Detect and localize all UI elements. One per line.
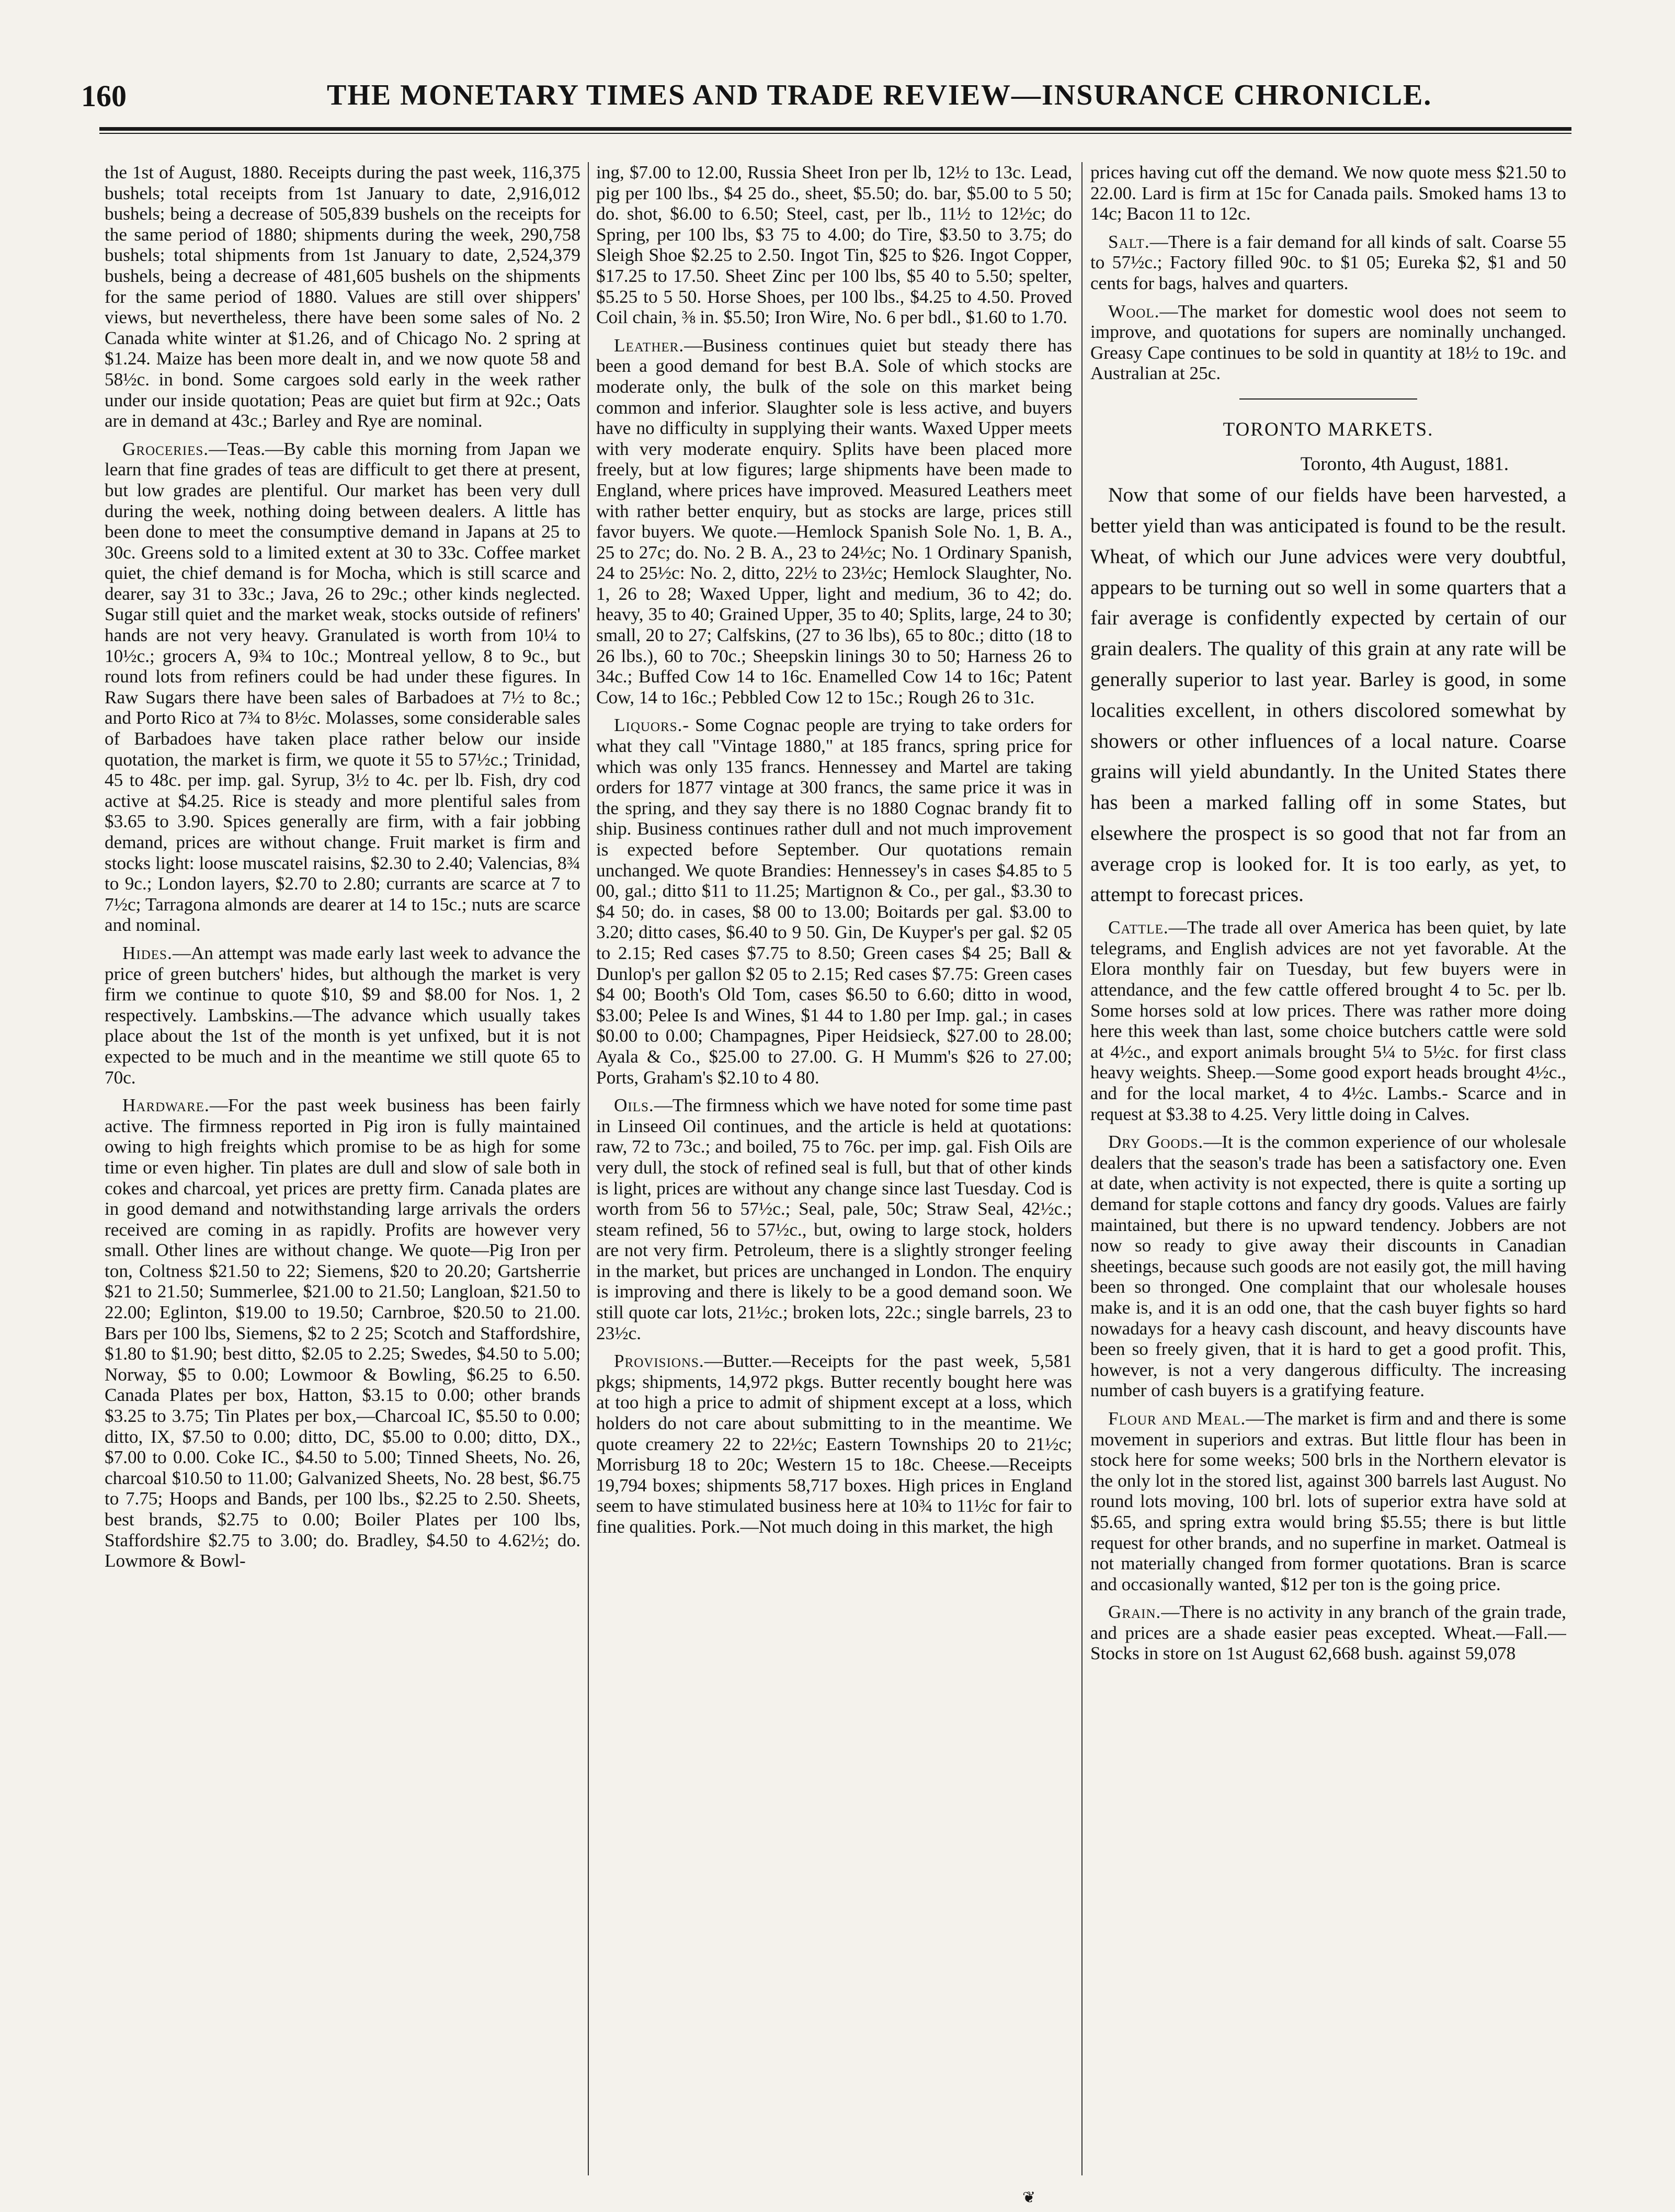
provisions-paragraph (596, 1351, 1072, 1537)
flour-heading: Flour and Meal. (1108, 1408, 1246, 1429)
oils-paragraph (596, 1095, 1072, 1343)
groceries-text: —Teas.—By cable this morning from Japan we learn that fine grades of teas are difficult to get there at present, but low grades are plentiful. Our market has been very dull during the week, nothing doing between dealers. A little has been done to meet the consumptive demand in Japans at 25 to 30c. Greens sold to a limited extent at 30 to 33c. Coffee market quiet, the chief demand is for Mocha, which is still scarce and dearer, say 31 to 33c.; Java, 26 to 29c.; other kinds neglected. Sugar still quiet and the market weak, stocks outside of refiners' hands are not very heavy. Granulated is worth from 10¼ to 10½c.; grocers A, 9¾ to 10c.; Montreal yellow, 8 to 9c., but round lots from refiners could be had under these figures. In Raw Sugars there have been sales of Barbadoes at 7½ to 8c.; and Porto Rico at 7¾ to 8½c. Molasses, some considerable sales of Barbadoes have taken place rather below our inside quotation, the market is firm, we quote it 55 to 57½c.; Trinidad, 45 to 48c. per imp. gal. Syrup, 3½ to 4c. per lb. Fish, dry cod active at $4.25. Rice is steady and more plentiful sales from $3.65 to 3.90. Spices generally are firm, with a fair jobbing demand, prices are without change. Fruit market is firm and stocks light: loose muscatel raisins, $2.30 to 2.40; Valencias, 8¾ to 9c.; London layers, $2.70 to 2.80; currants are scarce at 7 to 7½c; Tarragona almonds are dearer at 14 to 15c.; nuts are scarce and nominal. (105, 438, 580, 936)
section-separator-rule (1239, 398, 1417, 400)
oils-heading: Oils. (614, 1095, 654, 1116)
provisions-heading: Provisions. (614, 1351, 704, 1372)
hides-text: —An attempt was made early last week to advance the price of green butchers' hides, but although the market is very firm we continue to quote $10, $9 and $8.00 for Nos. 1, 2 respectively. Lambskins.—The advance which usually takes place about the 1st of the month is yet unfixed, but it is not expected to be much and in the meantime we still quote 65 to 70c. (105, 942, 580, 1088)
wool-paragraph (1090, 301, 1566, 384)
dry-goods-paragraph (1090, 1132, 1566, 1401)
page-number: 160 (81, 79, 127, 113)
column-1 (105, 162, 580, 2170)
grain-text: —There is no activity in any branch of the grain trade, and prices are a shade easier peas excepted. Wheat.—Fall.—Stocks in store on 1st August 62,668 bush. against 59,078 (1090, 1602, 1566, 1664)
grain-heading: Grain. (1108, 1602, 1161, 1623)
leather-text: —Business continues quiet but steady there has been a good demand for best B.A. Sole of which stocks are moderate only, the bulk of the sole on this market being common and inferior. Slaughter sole is less active, and buyers have no difficulty in supplying their wants. Waxed Upper meets with very moderate enquiry. Splits have been placed more freely, but at low figures; large shipments have been made to England, where prices have improved. Measured Leathers meet with rather better enquiry, but as stocks are large, prices still favor buyers. We quote.—Hemlock Spanish Sole No. 1, B. A., 25 to 27c; do. No. 2 B. A., 23 to 24½c; No. 1 Ordinary Spanish, 24 to 25½c: No. 2, ditto, 22½ to 23½c; Hemlock Slaughter, No. 1, 26 to 28; Waxed Upper, light and medium, 36 to 42; do. heavy, 35 to 40; Grained Upper, 35 to 40; Splits, large, 24 to 30; small, 20 to 27; Calfskins, (27 to 36 lbs), 65 to 80c.; ditto (18 to 26 lbs.), 60 to 70c.; Sheepskin linings 30 to 50; Harness 26 to 34c.; Buffed Cow 14 to 16c. Enamelled Cow 14 to 16c; Patent Cow, 14 to 16c.; Pebbled Cow 12 to 15c.; Rough 26 to 31c. (596, 335, 1072, 708)
provisions-text: —Butter.—Receipts for the past week, 5,581 pkgs; shipments, 14,972 pkgs. Butter recently bought here was at too high a price to admit of shipment except at a loss, which holders do not care about submitting to in the meantime. We quote creamery 22 to 22½c; Eastern Townships 20 to 21½c; Morrisburg 18 to 20c; Western 15 to 18c. Cheese.—Receipts 19,794 boxes; shipments 58,717 boxes. High prices in England seem to have stimulated business here at 10¾ to 11½c for fair to fine qualities. Pork.—Not much doing in this market, the high (596, 1351, 1072, 1537)
groceries-heading: Groceries. (122, 438, 209, 459)
hardware-continued-paragraph: ing, $7.00 to 12.00, Russia Sheet Iron per lb, 12½ to 13c. Lead, pig per 100 lbs., $4 25 do., sheet, $5.50; do. bar, $5.00 to 5 50; do. shot, $6.00 to 6.50; Steel, cast, per lb., 11½ to 12½c; do Spring, per 100 lbs, $3 75 to 4.00; do Tire, $3.50 to 3.75; do Sleigh Shoe $2.25 to 2.50. Ingot Tin, $25 to $26. Ingot Copper, $17.25 to 17.50. Sheet Zinc per 100 lbs, $5 40 to 5.50; spelter, $5.25 to 5 50. Horse Shoes, per 100 lbs., $4.25 to 4.50. Proved Coil chain, ⅜ in. $5.50; Iron Wire, No. 6 per bdl., $1.60 to 1.70. (596, 162, 1072, 328)
flour-paragraph (1090, 1408, 1566, 1594)
dry-goods-heading: Dry Goods. (1108, 1132, 1204, 1153)
hides-paragraph (105, 943, 580, 1088)
masthead-title: THE MONETARY TIMES AND TRADE REVIEW—INSURANCE CHRONICLE. (327, 79, 1432, 111)
grain-continued-paragraph: the 1st of August, 1880. Receipts during the past week, 116,375 bushels; total receipts from 1st January to date, 2,916,012 bushels; being a decrease of 505,839 bushels on the receipts for the same period of 1880; shipments during the week, 290,758 bushels; total shipments from 1st January to date, 2,524,379 bushels, being a decrease of 481,605 bushels on the shipments for the same period of 1880. Values are still over shippers' views, but nevertheless, there have been some sales of No. 2 Canada white winter at $1.26, and of Chicago No. 2 spring at $1.24. Maize has been more dealt in, and we now quote 58 and 58½c. in bond. Some cargoes sold early in the week rather under our inside quotation; Peas are quiet but firm at 92c.; Oats are in demand at 43c.; Barley and Rye are nominal. (105, 162, 580, 431)
page-header (81, 78, 1582, 120)
wool-heading: Wool. (1108, 301, 1160, 322)
cattle-text: —The trade all over America has been quiet, by late telegrams, and English advices are not yet favorable. At the Elora monthly fair on Tuesday, but few buyers were in attendance, and the few cattle offered brought 4 to 5c. per lb. Some horses sold at low prices. There was rather more doing here this week than last, some choice butchers cattle were sold at 4½c., and export animals brought 5¼ to 5½c. for first class heavy weights. Sheep.—Some good export heads brought 4½c., and for the local market, 4 to 4½c. Lambs.- Scarce and in request at $3.38 to 4.25. Very little doing in Calves. (1090, 917, 1566, 1124)
oils-text: —The firmness which we have noted for some time past in Linseed Oil continues, and the article is held at quotations: raw, 72 to 73c.; and boiled, 75 to 76c. per imp. gal. Fish Oils are very dull, the stock of refined seal is full, but that of other kinds is light, prices are without any change since last Tuesday. Cod is worth from 56 to 57½c.; Seal, pale, 50c; Straw Seal, 42½c.; steam refined, 56 to 57½c., but, owing to large stock, holders are not very firm. Petroleum, there is a slightly stronger feeling in the market, but prices are unchanged in London. The enquiry is improving and there is likely to be a good demand soon. We still quote car lots, 21½c.; broken lots, 22c.; single barrels, 23 to 23½c. (596, 1095, 1072, 1343)
liquors-heading: Liquors. (614, 715, 683, 736)
flour-text: —The market is firm and and there is some movement in superiors and extras. But little flour has been in stock here for some weeks; 500 brls in the Northern elevator is the only lot in the stored list, against 300 barrels last August. No round lots moving, 100 brl. lots of superior extra have sold at $5.65, and spring extra would bring $5.55; there is but little request for other brands, and no superfine in market. Oatmeal is not materially changed from former quotations. Bran is scarce and occasionally wanted, $12 per ton is the going price. (1090, 1408, 1566, 1594)
hardware-paragraph (105, 1095, 580, 1571)
column-divider-1 (588, 162, 589, 2175)
footer-ornament: ❦ (1022, 2188, 1036, 2207)
dry-goods-text: —It is the common experience of our wholesale dealers that the season's trade has been a satisfactory one. Even at date, when activity is not expected, there is quite a sorting up demand for staple cottons and fancy dry goods. Values are fairly maintained, but there is no upward tendency. Jobbers are not now so ready to give away their discounts in Canadian sheetings, because such goods are not easily got, the mill having been so thronged. One complaint that our wholesale houses make is, and it is an odd one, that the cash buyer fights so hard nowadays for a heavy cash discount, and heavy discounts have been so freely given, that it is hard to get a good profit. This, however, is not a very dangerous difficulty. The increasing number of cash buyers is a gratifying feature. (1090, 1132, 1566, 1401)
column-2 (596, 162, 1072, 2170)
grain-paragraph (1090, 1602, 1566, 1664)
wool-text: —The market for domestic wool does not seem to improve, and quotations for supers are nominally unchanged. Greasy Cape continues to be sold in quantity at 18½ to 19c. and Australian at 25c. (1090, 301, 1566, 384)
toronto-markets-heading: TORONTO MARKETS. (1223, 418, 1434, 440)
salt-text: —There is a fair demand for all kinds of salt. Coarse 55 to 57½c.; Factory filled 90c. to $1 05; Eureka $2, $1 and 50 cents for bags, halves and quarters. (1090, 231, 1566, 293)
pork-continued-paragraph: prices having cut off the demand. We now quote mess $21.50 to 22.00. Lard is firm at 15c for Canada pails. Smoked hams 13 to 14c; Bacon 11 to 12c. (1090, 162, 1566, 224)
header-rule-thick (99, 127, 1571, 131)
cattle-paragraph (1090, 917, 1566, 1124)
hides-heading: Hides. (122, 942, 173, 963)
salt-paragraph (1090, 232, 1566, 294)
leather-heading: Leather. (614, 335, 685, 356)
groceries-paragraph (105, 439, 580, 936)
liquors-paragraph (596, 715, 1072, 1088)
leather-paragraph (596, 335, 1072, 708)
column-3 (1090, 162, 1566, 2170)
toronto-dateline: Toronto, 4th August, 1881. (1300, 453, 1509, 475)
cattle-heading: Cattle. (1108, 917, 1169, 938)
salt-heading: Salt. (1108, 231, 1150, 252)
column-divider-2 (1081, 162, 1083, 2175)
toronto-intro-paragraph: Now that some of our fields have been harvested, a better yield than was anticipated is found to be the result. Wheat, of which our June advices were very doubtful, appears to be turning out so well in some quarters that a fair average is confidently expected by certain of our grain dealers. The quality of this grain at any rate will be generally superior to last year. Barley is good, in some localities excellent, in others discolored somewhat by showers or other influences of a local nature. Coarse grains will yield abundantly. In the United States there has been a marked falling off in some States, but elsewhere the prospect is so good that not far from an average crop is looked for. It is too early, as yet, to attempt to forecast prices. (1090, 483, 1566, 906)
header-rule-thin (99, 133, 1571, 134)
liquors-text: - Some Cognac people are trying to take orders for what they call "Vintage 1880," at 185 francs, spring price for which was only 135 francs. Hennessey and Martel are taking orders for 1877 vintage at 300 francs, the same price it was in the spring, and they say there is no 1880 Cognac brandy fit to ship. Business continues rather dull and not much improvement is expected before September. Our quotations remain unchanged. We quote Brandies: Hennessey's in cases $4.85 to 5 00, gal.; ditto $11 to 11.25; Martignon & Co., per gal., $3.30 to $4 50; do. in cases, $8 00 to 13.00; Boitards per gal. $3.00 to 3.20; ditto cases, $6.40 to 9 50. Gin, De Kuyper's per gal. $2 05 to 2.15; Red cases $7.75 to 8.50; Green cases $4 25; Ball & Dunlop's per gallon $2 05 to 2.15; Red cases $7.75: Green cases $4 00; Booth's Old Tom, cases $6.50 to 6.60; ditto in wood, $3.00; Pelee Is and Wines, $1 44 to 1.80 per Imp. gal.; in cases $0.00 to 0.00; Champagnes, Piper Heidsieck, $27.00 to 28.00; Ayala & Co., $25.00 to 27.00. G. H Mumm's $26 to 27.00; Ports, Graham's $2.10 to 4 80. (596, 715, 1072, 1088)
hardware-text: —For the past week business has been fairly active. The firmness reported in Pig iron is fully maintained owing to high freights which promise to be as high for some time or even higher. Tin plates are dull and slow of sale both in cokes and charcoal, yet prices are pretty firm. Canada plates are in good demand and notwithstanding large arrivals the orders received are coming in as rapidly. Profits are however very small. Other lines are without change. We quote—Pig Iron per ton, Coltness $21.50 to 22; Siemens, $20 to 20.20; Gartsherrie $21 to 21.50; Summerlee, $21.00 to 21.50; Langloan, $21.50 to 22.00; Eglinton, $19.00 to 19.50; Carnbroe, $20.50 to 21.00. Bars per 100 lbs, Siemens, $2 to 2 25; Scotch and Staffordshire, $1.80 to $1.90; best ditto, $2.05 to 2.25; Swedes, $4.50 to 5.00; Norway, $5 to 0.00; Lowmoor & Bowling, $6.25 to 6.50. Canada Plates per box, Hatton, $3.15 to 0.00; other brands $3.25 to 3.75; Tin Plates per box,—Charcoal IC, $5.50 to 0.00; ditto, IX, $7.50 to 0.00; ditto, DC, $5.00 to 0.00; ditto, DX., $7.00 to 0.00. Coke IC., $4.50 to 5.00; Tinned Sheets, No. 26, charcoal $10.50 to 11.00; Galvanized Sheets, No. 28 best, $6.75 to 7.75; Hoops and Bands, per 100 lbs., $2.25 to 2.50. Sheets, best brands, $2.75 to 0.00; Boiler Plates per 100 lbs, Staffordshire $2.75 to 3.00; do. Bradley, $4.50 to 4.62½; do. Lowmore & Bowl- (105, 1095, 580, 1571)
hardware-heading: Hardware. (122, 1095, 210, 1116)
